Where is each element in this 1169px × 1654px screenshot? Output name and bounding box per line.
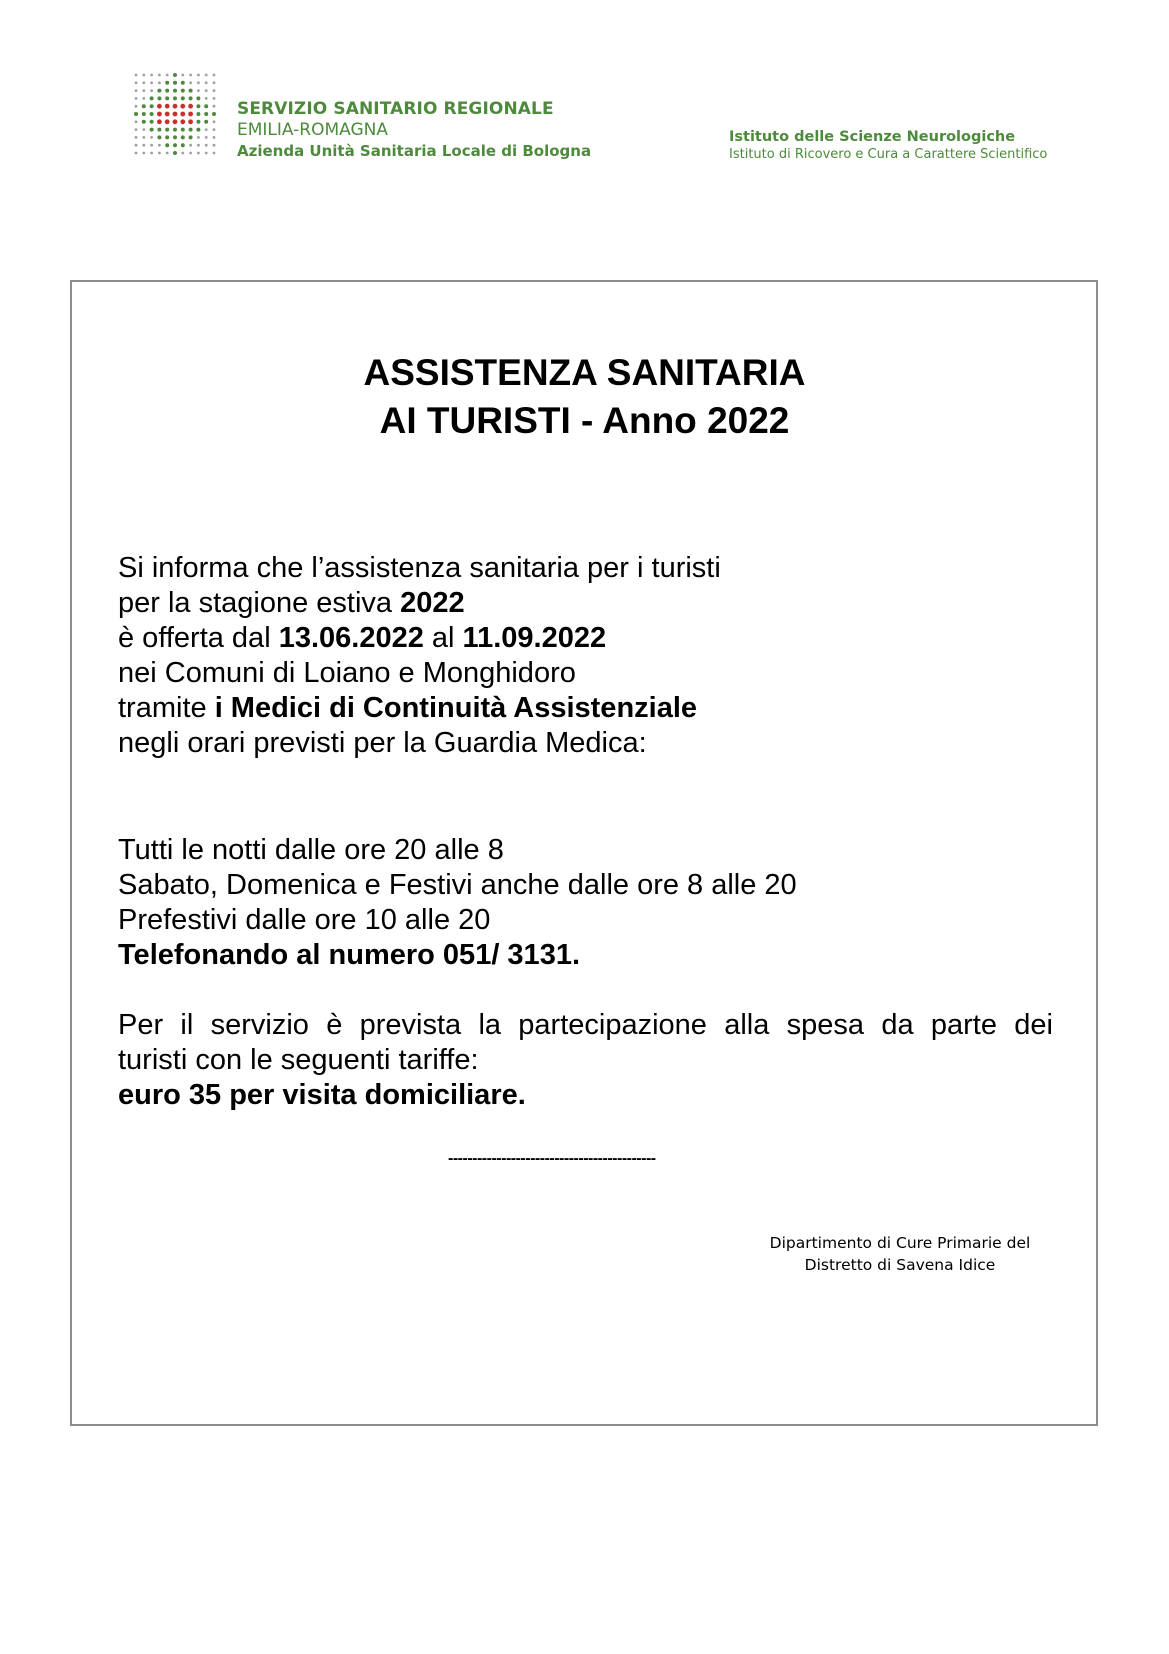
institute-name: Istituto delle Scienze Neurologiche — [729, 129, 1016, 145]
fees-word: alla — [724, 1009, 770, 1041]
schedule-line: Prefestivi dalle ore 10 alle 20 — [118, 904, 491, 936]
end-date: 11.09.2022 — [462, 622, 607, 654]
fees-word: servizio — [210, 1009, 309, 1041]
start-date: 13.06.2022 — [278, 622, 424, 654]
fees-word: è — [326, 1009, 343, 1041]
dot-grid-logo-icon — [133, 72, 218, 156]
season-year: 2022 — [400, 587, 465, 619]
signature — [700, 1232, 1100, 1276]
separator-line: ------------------------------------------- — [448, 1150, 656, 1167]
fees-word: Per — [118, 1009, 164, 1041]
intro-text: al — [423, 622, 463, 654]
notice-title-line1: ASSISTENZA SANITARIA — [363, 352, 806, 393]
fees-word: partecipazione — [518, 1009, 707, 1041]
intro-text: è offerta dal — [118, 622, 279, 654]
intro-line: negli orari previsti per la Guardia Medica: — [118, 727, 647, 759]
intro-line — [118, 621, 1053, 656]
intro-line: nei Comuni di Loiano e Monghidoro — [118, 657, 576, 689]
fees-word: spesa — [786, 1009, 865, 1041]
intro-line — [118, 586, 1053, 621]
logo-line-service: SERVIZIO SANITARIO REGIONALE — [237, 99, 554, 119]
fees-word: da — [881, 1009, 914, 1041]
logo-line-region: EMILIA-ROMAGNA — [237, 120, 389, 140]
schedule-paragraph — [118, 833, 1053, 973]
fees-word: parte — [930, 1009, 997, 1041]
regional-health-service-logo-text — [237, 98, 591, 162]
fees-word: il — [180, 1009, 194, 1041]
signature-line: Dipartimento di Cure Primarie del — [769, 1234, 1031, 1252]
fees-line — [118, 1008, 1053, 1043]
fees-word: dei — [1014, 1009, 1053, 1041]
intro-paragraph — [118, 551, 1053, 761]
fees-paragraph — [118, 1008, 1053, 1113]
phone-number-line: Telefonando al numero 051/ 3131. — [118, 939, 581, 971]
logo-line-agency: Azienda Unità Sanitaria Locale di Bologna — [237, 142, 592, 160]
neuroscience-institute-logo-text — [729, 128, 1047, 163]
intro-line: Si informa che l’assistenza sanitaria per i turisti — [118, 552, 721, 584]
schedule-line: Sabato, Domenica e Festivi anche dalle ore 8 alle 20 — [118, 869, 797, 901]
notice-title-line2: AI TURISTI - Anno 2022 — [379, 400, 790, 441]
service-provider: i Medici di Continuità Assistenziale — [214, 692, 698, 724]
fees-line: turisti con le seguenti tariffe: — [118, 1044, 479, 1076]
intro-text: tramite — [118, 692, 215, 724]
intro-line — [118, 691, 1053, 726]
signature-line: Distretto di Savena Idice — [804, 1256, 996, 1274]
institute-subtitle: Istituto di Ricovero e Cura a Carattere Scientifico — [729, 147, 1048, 162]
schedule-line: Tutti le notti dalle ore 20 alle 8 — [118, 834, 504, 866]
intro-text: per la stagione estiva — [118, 587, 401, 619]
fees-word: prevista — [359, 1009, 462, 1041]
fee-amount: euro 35 per visita domiciliare. — [118, 1079, 526, 1111]
fees-word: la — [478, 1009, 502, 1041]
